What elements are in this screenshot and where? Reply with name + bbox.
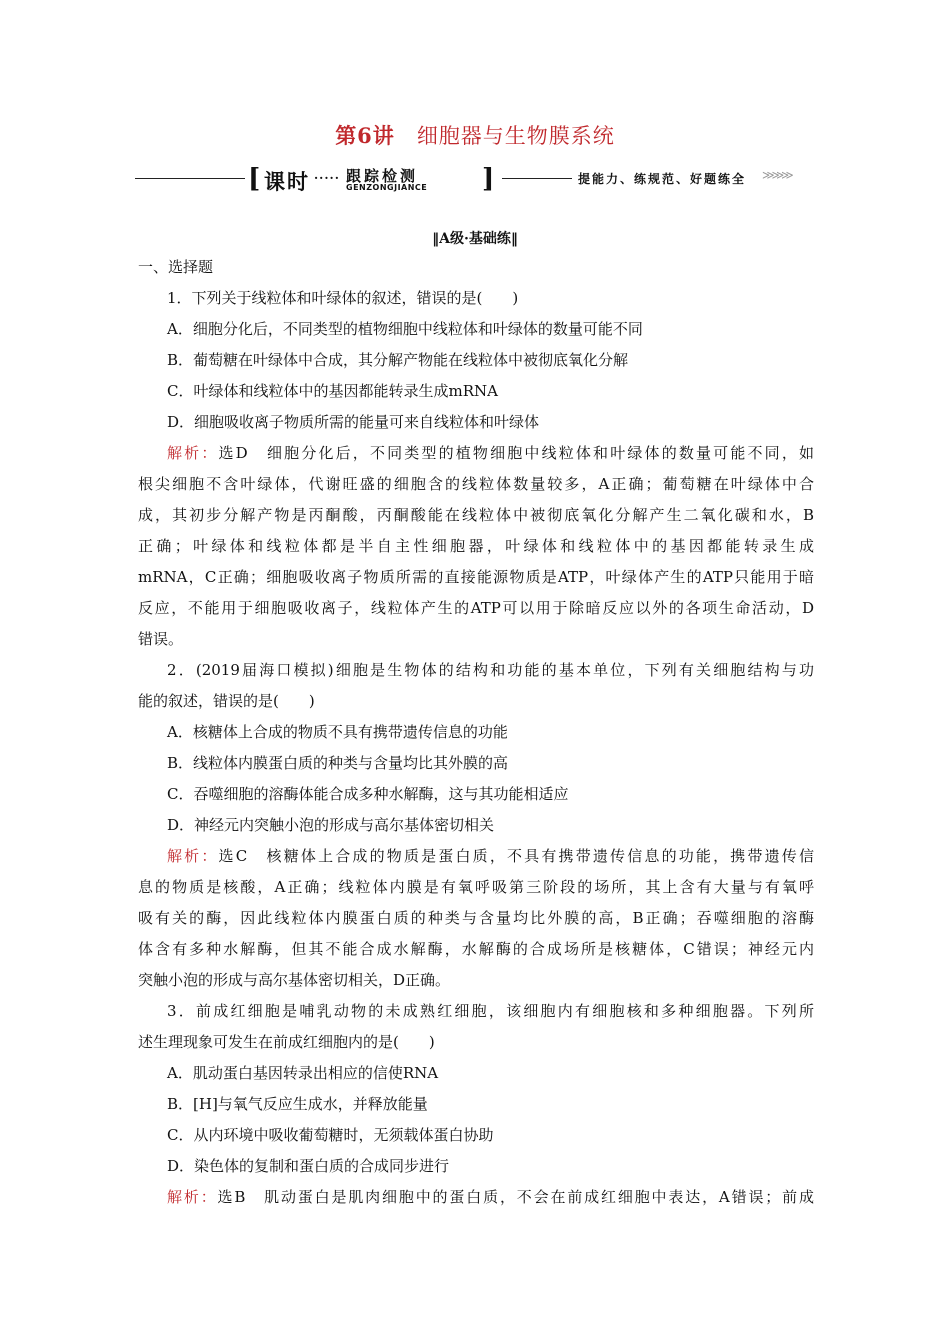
text-line: 2．(2019届海口模拟)细胞是生物体的结构和功能的基本单位，下列有关细胞结构与功 <box>167 661 814 679</box>
level-label: ‖A级·基础练‖ <box>432 231 518 247</box>
text-line: 吸有关的酶，因此线粒体内膜蛋白质的种类与含量均比外膜的高，B正确；吞噬细胞的溶酶 <box>138 909 814 927</box>
banner-bracket-right: ] <box>482 164 495 194</box>
banner-bracket-left: [ <box>248 164 261 194</box>
text-line: 息的物质是核酸，A正确；线粒体内膜是有氧呼吸第三阶段的场所，其上含有大量与有氧呼 <box>138 878 814 896</box>
text-line: 解析：选B 肌动蛋白是肌肉细胞中的蛋白质，不会在前成红细胞中表达，A错误；前成 <box>167 1188 814 1206</box>
text-line: 突触小泡的形成与高尔基体密切相关，D正确。 <box>138 971 451 989</box>
text-line: B．[H]与氧气反应生成水，并释放能量 <box>167 1095 428 1113</box>
chevron-right-icon: ≫≫≫ <box>762 168 791 182</box>
text-line: B．线粒体内膜蛋白质的种类与含量均比其外膜的高 <box>167 754 509 772</box>
banner-keshi: 课时 <box>264 170 310 194</box>
section-banner <box>130 165 820 195</box>
lecture-title <box>0 120 950 150</box>
text-line: A．核糖体上合成的物质不具有携带遗传信息的功能 <box>167 723 508 741</box>
text-line: C．叶绿体和线粒体中的基因都能转录生成mRNA <box>167 382 498 400</box>
analysis-label: 解析： <box>167 444 219 462</box>
text-line: D．染色体的复制和蛋白质的合成同步进行 <box>167 1157 450 1175</box>
text-line: B．葡萄糖在叶绿体中合成，其分解产物能在线粒体中被彻底氧化分解 <box>167 351 629 369</box>
text-line: 述生理现象可发生在前成红细胞内的是( ) <box>138 1033 435 1051</box>
analysis-label: 解析： <box>167 1188 218 1206</box>
banner-rule-right <box>502 178 572 179</box>
banner-genzong-en: GENZONGJIANCE <box>346 183 428 192</box>
text-line: 1．下列关于线粒体和叶绿体的叙述，错误的是( ) <box>167 289 519 307</box>
text-line: 解析：选C 核糖体上合成的物质是蛋白质，不具有携带遗传信息的功能，携带遗传信 <box>167 847 814 865</box>
question-text <box>138 252 814 1213</box>
text-line: 反应，不能用于细胞吸收离子，线粒体产生的ATP可以用于除暗反应以外的各项生命活动，D <box>138 599 814 617</box>
text-line: D．细胞吸收离子物质所需的能量可来自线粒体和叶绿体 <box>167 413 540 431</box>
text-line: A．细胞分化后，不同类型的植物细胞中线粒体和叶绿体的数量可能不同 <box>167 320 643 338</box>
text-line: 3．前成红细胞是哺乳动物的未成熟红细胞，该细胞内有细胞核和多种细胞器。下列所 <box>167 1002 814 1020</box>
text-line: C．从内环境中吸收葡萄糖时，无须载体蛋白协助 <box>167 1126 494 1144</box>
lecture-name: 细胞器与生物膜系统 <box>416 124 615 148</box>
text-line: 解析：选D 细胞分化后，不同类型的植物细胞中线粒体和叶绿体的数量可能不同，如 <box>167 444 814 462</box>
banner-dots: ····· <box>314 171 340 185</box>
text-line: 正确；叶绿体和线粒体都是半自主性细胞器，叶绿体和线粒体中的基因都能转录生成 <box>138 537 814 555</box>
text-line: 根尖细胞不含叶绿体，代谢旺盛的细胞含的线粒体数量较多，A正确；葡萄糖在叶绿体中合 <box>138 475 814 493</box>
text-line: A．肌动蛋白基因转录出相应的信使RNA <box>167 1064 439 1082</box>
banner-slogan: 提能力、练规范、好题练全 <box>578 172 747 186</box>
text-line: D．神经元内突触小泡的形成与高尔基体密切相关 <box>167 816 495 834</box>
section-title: 一、选择题 <box>138 258 214 276</box>
lecture-number: 第6讲 <box>335 123 395 148</box>
analysis-label: 解析： <box>167 847 219 865</box>
text-line: 能的叙述，错误的是( ) <box>138 692 315 710</box>
text-line: mRNA，C正确；细胞吸收离子物质所需的直接能源物质是ATP，叶绿体产生的ATP只能用于暗 <box>138 568 814 586</box>
text-line: 体含有多种水解酶，但其不能合成水解酶，水解酶的合成场所是核糖体，C错误；神经元内 <box>138 940 814 958</box>
text-line: C．吞噬细胞的溶酶体能合成多种水解酶，这与其功能相适应 <box>167 785 569 803</box>
text-line: 成，其初步分解产物是丙酮酸，丙酮酸能在线粒体中被彻底氧化分解产生二氧化碳和水，B <box>138 506 814 524</box>
banner-rule-left <box>135 178 245 179</box>
text-line: 错误。 <box>138 630 184 648</box>
banner-genzong-cn: 跟踪检测 <box>346 167 419 185</box>
